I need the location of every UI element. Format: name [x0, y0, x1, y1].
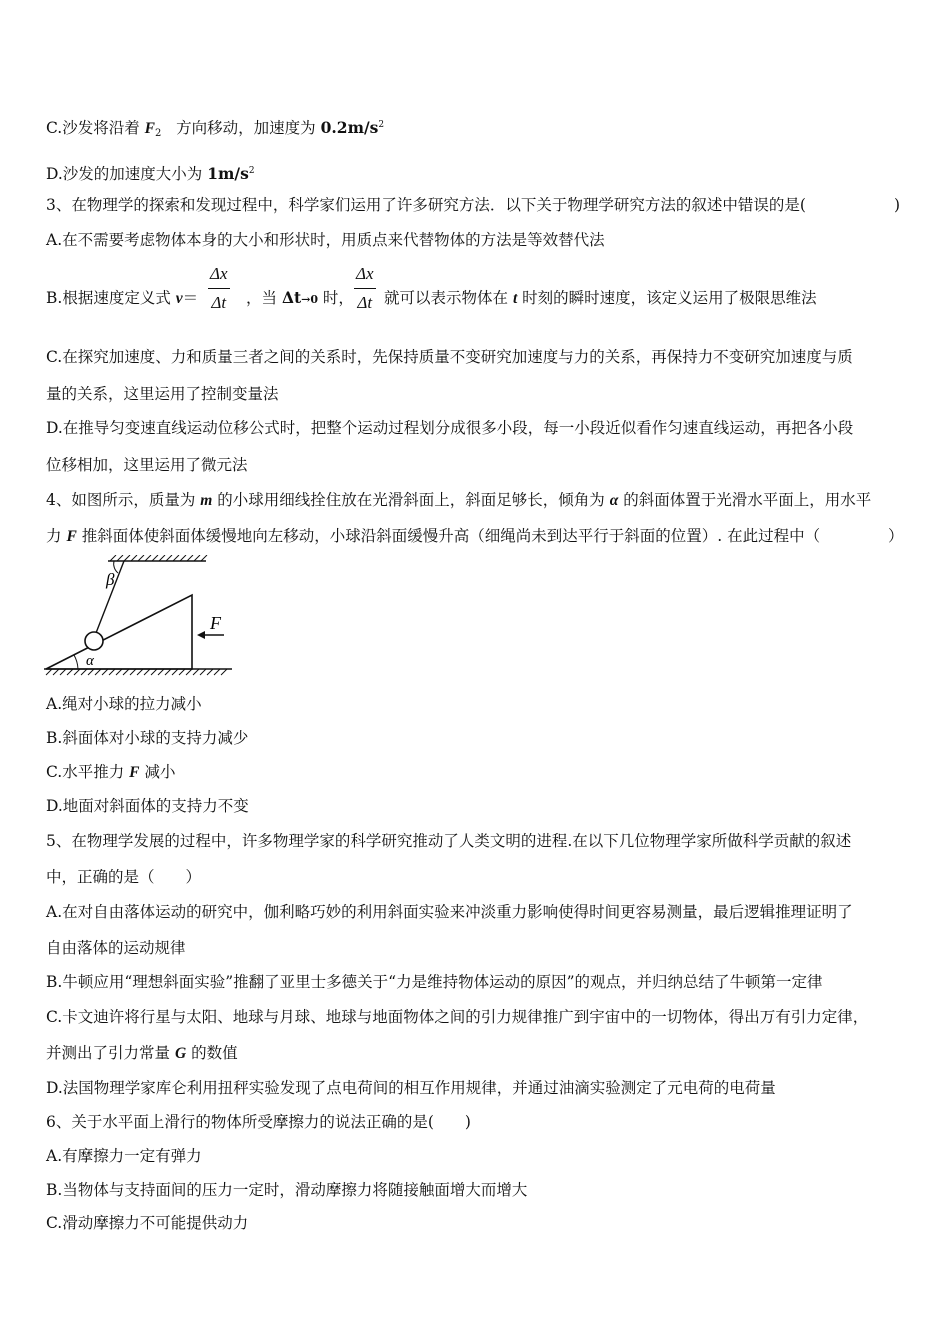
- q3-b-condition: [246, 287, 354, 311]
- q5-c2-pre: 并测出了引力常量: [46, 1044, 175, 1062]
- beta-label: β: [106, 570, 115, 589]
- q6-option-a: A.有摩擦力一定有弹力: [46, 1147, 202, 1165]
- ceiling-hatching: [110, 555, 207, 561]
- q4-stem-line2: [46, 525, 820, 548]
- q3-stem-close: ): [894, 196, 901, 214]
- q4-c-pre: C.水平推力: [46, 763, 130, 781]
- q4-l1-b: 的小球用细线拴住放在光滑斜面上，斜面足够长，倾角为: [212, 491, 610, 509]
- q3-option-c-line2: 量的关系，这里运用了控制变量法: [46, 385, 279, 403]
- q3-option-a: A.在不需要考虑物体本身的大小和形状时，用质点来代替物体的方法是等效替代法: [46, 231, 605, 249]
- q3-option-d-line1: D.在推导匀变速直线运动位移公式时，把整个运动过程划分成很多小段，每一小段近似看作匀速直线运动，再把各小段: [46, 419, 854, 437]
- q5-stem-line2: 中，正确的是（ ）: [46, 868, 202, 886]
- q4-l1-c: 的斜面体置于光滑水平面上，用水平: [618, 491, 872, 509]
- acceleration-value: 1m/s: [207, 164, 249, 183]
- ground-hatching: [46, 669, 227, 675]
- q3-option-b: [46, 287, 198, 310]
- q2-c-mid: 方向移动，加速度为: [176, 119, 321, 137]
- delta-t: Δt: [281, 288, 302, 307]
- fraction-denominator: Δt: [357, 293, 373, 312]
- q3-stem: [46, 194, 806, 216]
- q5-option-c-line2: [46, 1042, 238, 1065]
- force-symbol: F: [66, 528, 77, 545]
- q3-option-c-line1: C.在探究加速度、力和质量三者之间的关系时，先保持质量不变研究加速度与力的关系，再保持力不变研究加速度与质: [46, 348, 853, 366]
- q3-b-mid1: ，当: [246, 289, 282, 307]
- q4-option-b: B.斜面体对小球的支持力减少: [46, 729, 249, 747]
- ball: [85, 632, 103, 650]
- q5-option-c-line1: C.卡文迪许将行星与太阳、地球与月球、地球与地面物体之间的引力规律推广到宇宙中的一切物体，得出万有引力定律，: [46, 1008, 869, 1026]
- force-label: F: [210, 613, 221, 633]
- force-symbol: F: [144, 120, 156, 137]
- q3-b-tail-text: 时刻的瞬时速度，该定义运用了极限思维法: [517, 289, 817, 307]
- alpha-label: α: [86, 653, 94, 669]
- mass-symbol: m: [200, 492, 213, 509]
- q3-stem-text: 3、在物理学的探索和发现过程中，科学家们运用了许多研究方法．以下关于物理学研究方法的叙述中错误的是(: [46, 196, 806, 214]
- q6-option-b: B.当物体与支持面间的压力一定时，滑动摩擦力将随接触面增大而增大: [46, 1181, 528, 1199]
- fraction-denominator: Δt: [211, 293, 227, 312]
- q2-d-text: D.沙发的加速度大小为: [46, 165, 208, 183]
- q5-stem-line1: 5、在物理学发展的过程中，许多物理学家的科学研究推动了人类文明的进程.在以下几位物理学家所做科学贡献的叙述: [46, 832, 852, 850]
- q3-b-mid2: 时，: [318, 289, 354, 307]
- equals-sign: ＝: [182, 289, 199, 307]
- force-symbol: F: [129, 764, 140, 781]
- force-subscript: 2: [155, 128, 162, 139]
- q4-l2-a: 力: [46, 527, 67, 545]
- q4-option-c: [46, 761, 175, 784]
- q4-c-post: 减小: [139, 763, 176, 781]
- q2-option-d: [46, 160, 255, 185]
- fraction-numerator: Δx: [208, 264, 230, 289]
- q3-b-prefix: B.根据速度定义式: [46, 289, 176, 307]
- angle-symbol: α: [609, 492, 619, 509]
- acceleration-value: 0.2m/s: [320, 118, 379, 137]
- velocity-symbol: v: [175, 290, 183, 307]
- incline-figure: [42, 555, 242, 685]
- q4-stem-close: ）: [888, 527, 904, 545]
- force-arrowhead: [197, 631, 205, 639]
- fraction-numerator: Δx: [354, 264, 376, 289]
- q6-option-c: C.滑动摩擦力不可能提供动力: [46, 1214, 249, 1232]
- q2-option-c: [46, 114, 384, 145]
- time-symbol: t: [512, 290, 518, 307]
- q4-l1-a: 4、如图所示，质量为: [46, 491, 201, 509]
- limit-arrow: →0: [301, 293, 318, 306]
- q5-option-b: B.牛顿应用“理想斜面实验”推翻了亚里士多德关于“力是维持物体运动的原因”的观点，并归纳总结了牛顿第一定律: [46, 973, 823, 991]
- velocity-fraction-1: [208, 264, 230, 313]
- q3-b-tail-pre: 就可以表示物体在: [384, 289, 513, 307]
- unit-exponent: 2: [248, 166, 255, 176]
- q4-option-a: A.绳对小球的拉力减小: [46, 695, 202, 713]
- q5-c2-post: 的数值: [186, 1044, 238, 1062]
- q3-option-d-line2: 位移相加，这里运用了微元法: [46, 456, 248, 474]
- alpha-arc: [74, 655, 78, 669]
- q3-b-tail: [384, 287, 817, 310]
- q5-option-d: D.法国物理学家库仑利用扭秤实验发现了点电荷间的相互作用规律，并通过油滴实验测定了元电荷的电荷量: [46, 1079, 776, 1097]
- incline-body: [46, 595, 192, 669]
- gravitational-constant-symbol: G: [174, 1045, 187, 1062]
- q5-option-a-line1: A.在对自由落体运动的研究中，伽利略巧妙的利用斜面实验来冲淡重力影响使得时间更容易测量，最后逻辑推理证明了: [46, 903, 853, 921]
- q2-c-text: C.沙发将沿着: [46, 119, 145, 137]
- q6-stem: 6、关于水平面上滑行的物体所受摩擦力的说法正确的是( ): [46, 1113, 471, 1131]
- velocity-fraction-2: [354, 264, 376, 313]
- q4-stem-line1: [46, 489, 871, 512]
- q5-option-a-line2: 自由落体的运动规律: [46, 939, 186, 957]
- q4-l2-b: 推斜面体使斜面体缓慢地向左移动，小球沿斜面缓慢升高（细绳尚未到达平行于斜面的位置）. 在此过程中（: [76, 527, 821, 545]
- unit-exponent: 2: [378, 120, 385, 130]
- q4-option-d: D.地面对斜面体的支持力不变: [46, 797, 249, 815]
